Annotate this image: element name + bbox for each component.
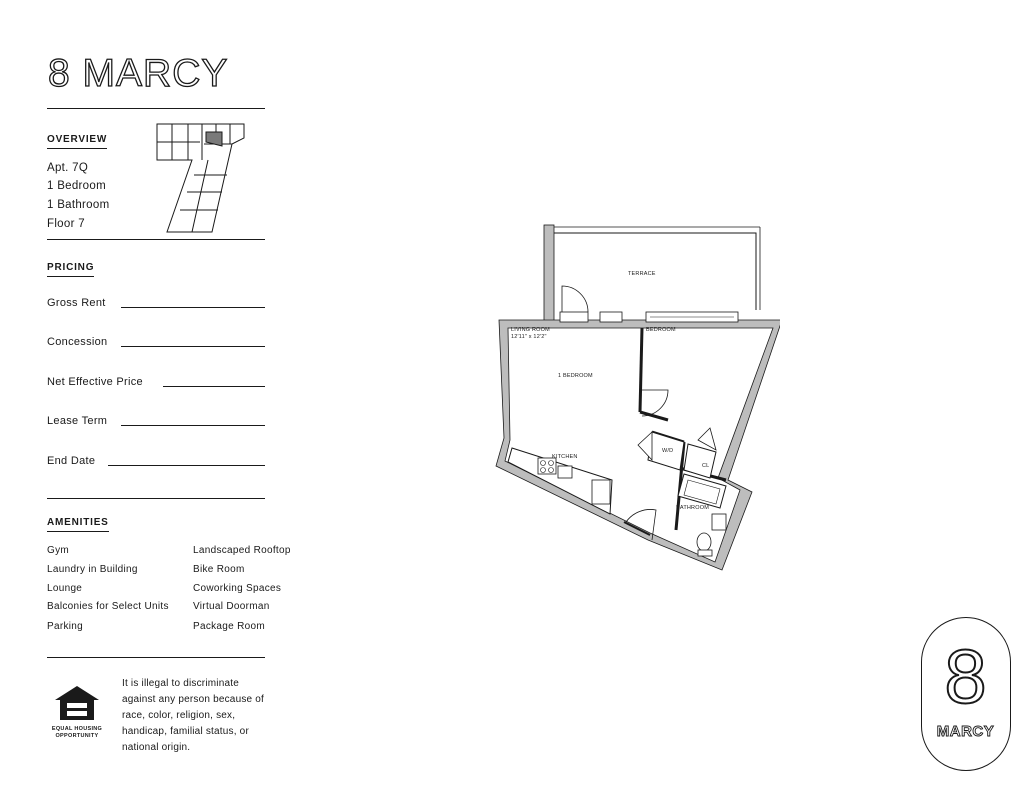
concession-label: Concession	[47, 336, 108, 348]
bedroom-count: 1 Bedroom	[47, 180, 106, 192]
unit-type-label: 1 BEDROOM	[558, 373, 593, 379]
fair-housing-disclaimer: It is illegal to discriminate against any person because of race, color, religion, sex, handicap, familial status, or national origin.	[122, 678, 265, 753]
floor-number: Floor 7	[47, 218, 85, 230]
end-date-label: End Date	[47, 455, 96, 467]
wd-label: W/D	[662, 448, 674, 454]
terrace-label: TERRACE	[628, 271, 656, 277]
building-key-plan	[152, 120, 252, 238]
bedroom-label: BEDROOM	[646, 327, 676, 333]
amenity-item: Lounge	[47, 583, 83, 594]
amenity-item: Bike Room	[193, 564, 245, 575]
divider	[47, 498, 265, 499]
net-effective-price-label: Net Effective Price	[47, 376, 143, 388]
bathroom-count: 1 Bathroom	[47, 199, 110, 211]
amenity-item: Parking	[47, 621, 84, 632]
concession-field	[121, 346, 265, 347]
amenity-item: Package Room	[193, 621, 265, 632]
living-room-dims: 12'11" x 12'2"	[511, 334, 547, 340]
floor-plan	[480, 215, 780, 595]
amenity-item: Gym	[47, 545, 70, 556]
badge-number: 8	[944, 635, 987, 720]
pricing-heading: PRICING	[47, 262, 94, 277]
brand-badge	[921, 617, 1011, 771]
lease-term-field	[121, 425, 265, 426]
living-room-label: LIVING ROOM	[511, 327, 550, 333]
brand-title: 8 MARCY	[48, 52, 229, 95]
closet-label: CL	[702, 463, 710, 469]
end-date-field	[108, 465, 265, 466]
amenities-heading: AMENITIES	[47, 517, 109, 532]
lease-term-label: Lease Term	[47, 415, 108, 427]
divider	[47, 239, 265, 240]
bathroom-label: BATHROOM	[676, 505, 709, 511]
amenity-item: Laundry in Building	[47, 564, 138, 575]
divider	[47, 657, 265, 658]
overview-heading: OVERVIEW	[47, 134, 107, 149]
kitchen-label: KITCHEN	[552, 454, 578, 460]
net-effective-price-field	[163, 386, 265, 387]
equal-housing-icon	[52, 684, 102, 724]
amenity-item: Landscaped Rooftop	[193, 545, 291, 556]
gross-rent-field	[121, 307, 265, 308]
equal-housing-label: EQUAL HOUSING OPPORTUNITY	[51, 726, 103, 739]
amenity-item: Balconies for Select Units	[47, 601, 169, 612]
apartment-number: Apt. 7Q	[47, 162, 89, 174]
amenity-item: Virtual Doorman	[193, 601, 270, 612]
badge-word: MARCY	[936, 723, 995, 740]
divider	[47, 108, 265, 109]
gross-rent-label: Gross Rent	[47, 297, 106, 309]
amenity-item: Coworking Spaces	[193, 583, 282, 594]
